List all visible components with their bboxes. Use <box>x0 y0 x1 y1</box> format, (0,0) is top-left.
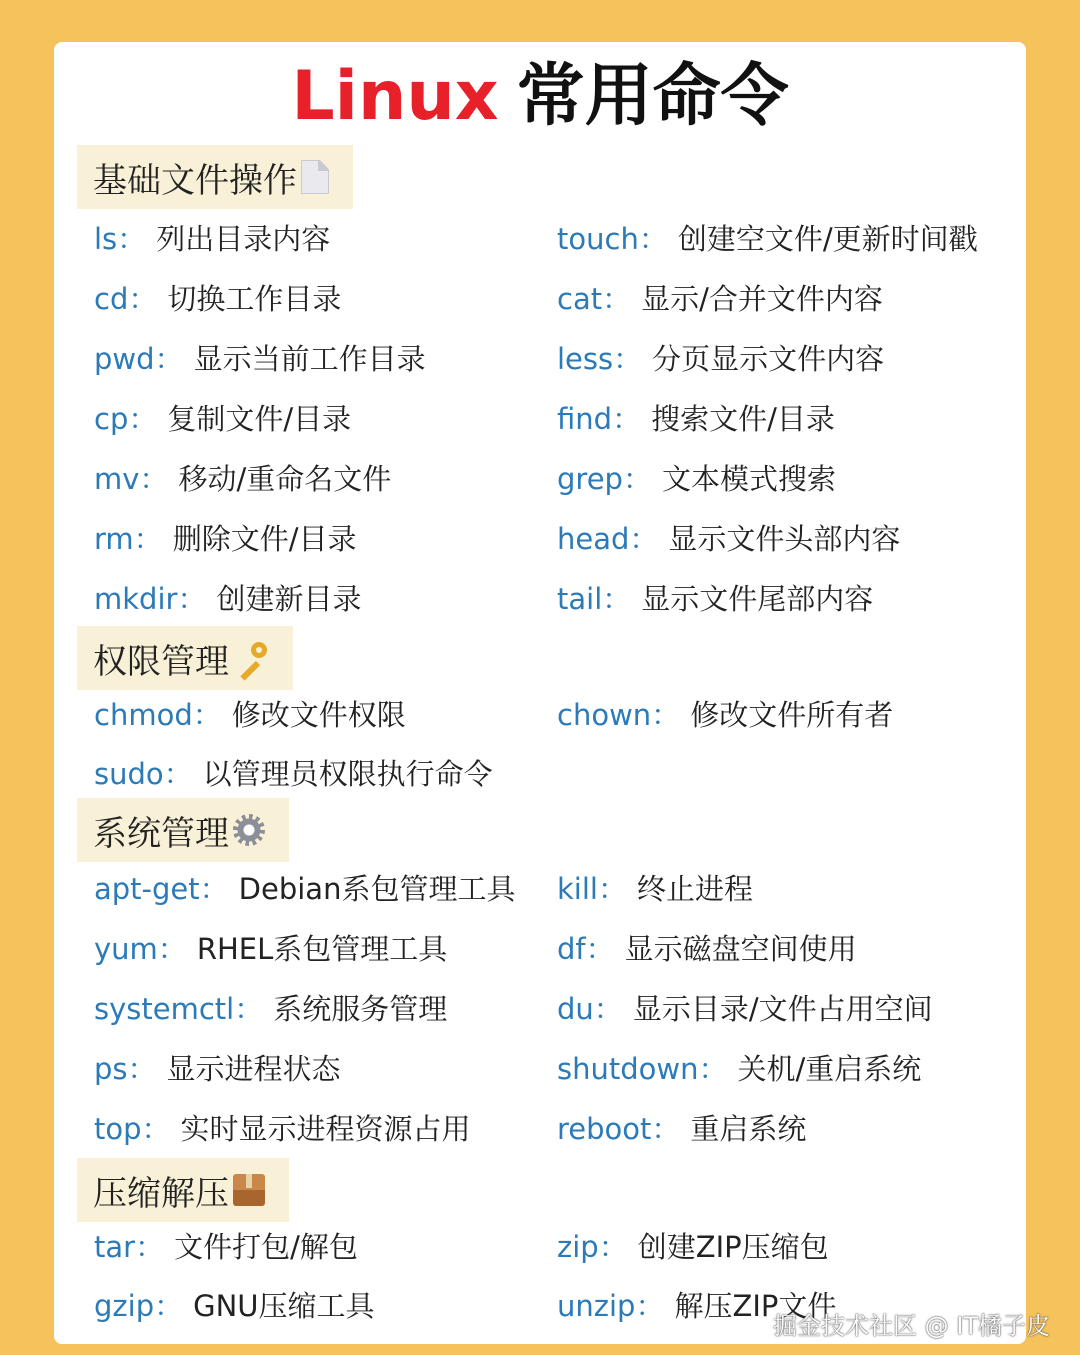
command-separator: ： <box>602 582 632 616</box>
command-name: sudo <box>94 757 164 791</box>
command-description: 切换工作目录 <box>167 282 342 316</box>
command-zip <box>557 1225 829 1269</box>
command-name: mv <box>94 462 140 496</box>
command-description: 显示当前工作目录 <box>193 342 426 376</box>
command-name: mkdir <box>94 582 178 616</box>
command-description: 系统服务管理 <box>273 992 448 1026</box>
section-title: 压缩解压 <box>93 1173 229 1214</box>
command-name: du <box>557 992 594 1026</box>
command-separator: ： <box>199 872 229 906</box>
command-name: touch <box>557 222 639 256</box>
command-tar <box>94 1225 358 1269</box>
command-name: tar <box>94 1230 136 1264</box>
command-top <box>94 1107 471 1151</box>
command-description: 删除文件/目录 <box>172 522 357 556</box>
command-description: 修改文件权限 <box>231 698 406 732</box>
command-separator: ： <box>154 342 184 376</box>
command-description: 实时显示进程资源占用 <box>180 1112 471 1146</box>
command-chown <box>557 693 893 737</box>
command-separator: ： <box>635 1289 665 1323</box>
command-name: df <box>557 932 586 966</box>
command-mv <box>94 457 391 501</box>
command-separator: ： <box>127 1052 157 1086</box>
command-separator: ： <box>128 282 158 316</box>
command-name: grep <box>557 462 623 496</box>
command-name: kill <box>557 872 598 906</box>
command-separator: ： <box>593 992 623 1026</box>
command-separator: ： <box>613 342 643 376</box>
command-cd <box>94 277 341 321</box>
command-description: 搜索文件/目录 <box>651 402 835 436</box>
command-cp <box>94 397 351 441</box>
command-name: top <box>94 1112 142 1146</box>
command-separator: ： <box>141 1112 171 1146</box>
command-gzip <box>94 1284 375 1328</box>
command-name: chmod <box>94 698 193 732</box>
command-name: systemctl <box>94 992 235 1026</box>
command-separator: ： <box>133 522 163 556</box>
command-separator: ： <box>234 992 264 1026</box>
command-description: 显示进程状态 <box>166 1052 341 1086</box>
command-mkdir <box>94 577 361 621</box>
command-touch <box>557 217 978 261</box>
command-description: 重启系统 <box>690 1112 807 1146</box>
command-ps <box>94 1047 341 1091</box>
title-common-commands: 常用命令 <box>516 57 789 136</box>
command-separator: ： <box>139 462 169 496</box>
command-description: 文件打包/解包 <box>174 1230 358 1264</box>
command-separator: ： <box>602 282 632 316</box>
document-icon <box>301 160 329 194</box>
command-name: shutdown <box>557 1052 699 1086</box>
command-tail <box>557 577 873 621</box>
command-separator: ： <box>629 522 659 556</box>
command-name: less <box>557 342 614 376</box>
command-shutdown <box>557 1047 921 1091</box>
section-header-compression <box>77 1158 289 1222</box>
command-name: cp <box>94 402 129 436</box>
command-head <box>557 517 900 561</box>
command-name: cd <box>94 282 129 316</box>
command-separator: ： <box>598 1230 628 1264</box>
command-separator: ： <box>117 222 147 256</box>
cheatsheet-card <box>54 42 1026 1344</box>
command-df <box>557 927 857 971</box>
section-header-basic <box>77 145 353 209</box>
command-name: unzip <box>557 1289 636 1323</box>
command-du <box>557 987 933 1031</box>
command-description: 复制文件/目录 <box>167 402 352 436</box>
command-separator: ： <box>638 222 668 256</box>
command-separator: ： <box>585 932 615 966</box>
command-description: 修改文件所有者 <box>690 698 894 732</box>
gear-icon <box>233 814 265 846</box>
command-reboot <box>557 1107 806 1151</box>
command-grep <box>557 457 836 501</box>
command-name: gzip <box>94 1289 155 1323</box>
command-description: 显示文件尾部内容 <box>641 582 874 616</box>
command-name: rm <box>94 522 134 556</box>
command-description: 列出目录内容 <box>156 222 331 256</box>
command-description: 显示文件头部内容 <box>668 522 901 556</box>
command-name: yum <box>94 932 158 966</box>
command-description: RHEL系包管理工具 <box>196 932 448 966</box>
page-title <box>54 52 1026 142</box>
command-separator: ： <box>128 402 158 436</box>
command-ls <box>94 217 330 261</box>
command-separator: ： <box>597 872 627 906</box>
command-name: pwd <box>94 342 155 376</box>
section-title: 权限管理 <box>93 641 229 682</box>
key-icon <box>233 640 269 676</box>
command-description: 以管理员权限执行命令 <box>202 757 493 791</box>
package-icon <box>233 1174 265 1206</box>
command-name: apt-get <box>94 872 200 906</box>
command-separator: ： <box>157 932 187 966</box>
command-name: tail <box>557 582 603 616</box>
command-description: 解压ZIP文件 <box>674 1289 837 1323</box>
command-separator: ： <box>612 402 642 436</box>
command-separator: ： <box>135 1230 165 1264</box>
command-separator: ： <box>651 698 681 732</box>
command-description: 创建ZIP压缩包 <box>637 1230 829 1264</box>
command-separator: ： <box>154 1289 184 1323</box>
command-cat <box>557 277 883 321</box>
command-name: reboot <box>557 1112 652 1146</box>
command-separator: ： <box>163 757 193 791</box>
command-separator: ： <box>192 698 222 732</box>
title-linux: Linux <box>291 57 499 136</box>
command-pwd <box>94 337 426 381</box>
section-title: 基础文件操作 <box>93 160 297 201</box>
command-description: 显示/合并文件内容 <box>641 282 883 316</box>
command-description: 文本模式搜索 <box>661 462 836 496</box>
command-name: find <box>557 402 613 436</box>
command-separator: ： <box>622 462 652 496</box>
command-yum <box>94 927 447 971</box>
command-description: Debian系包管理工具 <box>238 872 516 906</box>
command-name: zip <box>557 1230 599 1264</box>
section-header-permissions <box>77 626 293 690</box>
command-description: 分页显示文件内容 <box>652 342 885 376</box>
command-less <box>557 337 884 381</box>
command-apt-get <box>94 867 515 911</box>
command-name: cat <box>557 282 603 316</box>
watermark: 掘金技术社区 @ IT橘子皮 <box>773 1312 1050 1340</box>
command-kill <box>557 867 753 911</box>
command-separator: ： <box>698 1052 728 1086</box>
command-description: 终止进程 <box>636 872 753 906</box>
command-name: ls <box>94 222 118 256</box>
command-description: GNU压缩工具 <box>193 1289 375 1323</box>
command-name: head <box>557 522 630 556</box>
command-chmod <box>94 693 406 737</box>
command-description: 关机/重启系统 <box>737 1052 922 1086</box>
command-description: 创建新目录 <box>216 582 362 616</box>
command-name: chown <box>557 698 652 732</box>
section-header-system <box>77 798 289 862</box>
command-description: 显示磁盘空间使用 <box>624 932 857 966</box>
command-separator: ： <box>177 582 207 616</box>
command-description: 移动/重命名文件 <box>178 462 392 496</box>
section-title: 系统管理 <box>93 813 229 854</box>
command-systemctl <box>94 987 447 1031</box>
command-find <box>557 397 835 441</box>
command-description: 创建空文件/更新时间戳 <box>677 222 978 256</box>
command-name: ps <box>94 1052 128 1086</box>
command-description: 显示目录/文件占用空间 <box>632 992 933 1026</box>
command-separator: ： <box>651 1112 681 1146</box>
command-rm <box>94 517 356 561</box>
command-sudo <box>94 752 493 796</box>
